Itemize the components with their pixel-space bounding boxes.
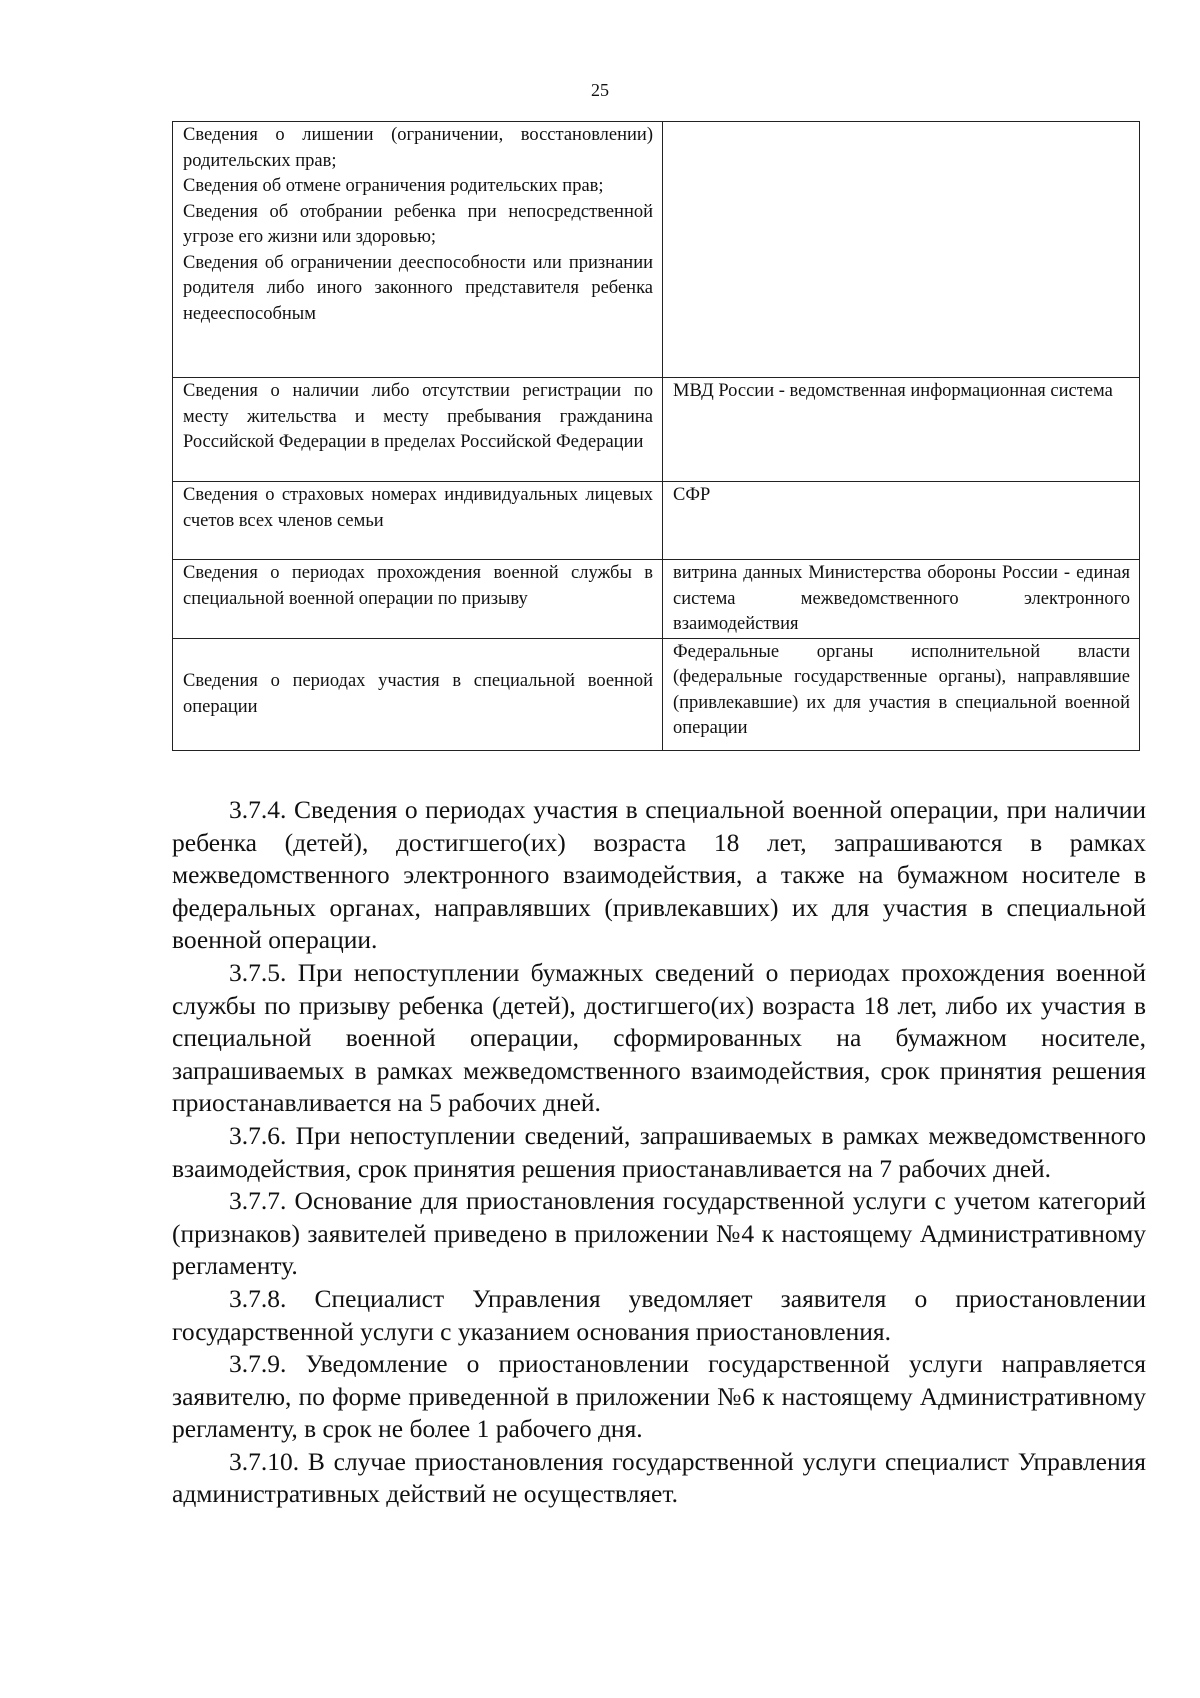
cell-paragraph: Сведения о периодах прохождения военной службы в специальной военной операции по призыву (183, 563, 653, 609)
cell-paragraph: Сведения о лишении (ограничении, восстановлении) родительских прав; (183, 125, 653, 171)
table-row (173, 482, 1140, 560)
data-sources-table (172, 121, 1140, 751)
paragraph-3-7-9: 3.7.9. Уведомление о приостановлении государственной услуги направляется заявителю, по форме приведенной в приложении №6 к настоящему Административному регламенту, в срок не более 1 рабочего дня. (172, 1349, 1146, 1444)
table-cell-info-type (173, 482, 663, 560)
paragraph-3-7-7: 3.7.7. Основание для приостановления государственной услуги с учетом категорий (признаков) заявителей приведено в приложении №4 к настоящему Административному регламенту. (172, 1186, 1146, 1281)
table-row (173, 560, 1140, 639)
cell-paragraph: Сведения о наличии либо отсутствии регистрации по месту жительства и месту пребывания гражданина Российской Федерации в пределах Российской Федерации (183, 381, 653, 452)
paragraph-3-7-4: 3.7.4. Сведения о периодах участия в специальной военной операции, при наличии ребенка (детей), достигшего(их) возраста 18 лет, запрашиваются в рамках межведомственного электронного взаимодействия, а также на бумажном носителе в федеральных органах, направлявших (привлекавших) их для участия в специальной военной операции. (172, 795, 1146, 955)
table-cell-info-type (173, 378, 663, 482)
cell-paragraph: Сведения об ограничении дееспособности или признании родителя либо иного законного представителя ребенка недееспособным (183, 252, 653, 324)
table-cell-info-type (173, 638, 663, 750)
paragraph-3-7-6: 3.7.6. При непоступлении сведений, запрашиваемых в рамках межведомственного взаимодействия, срок принятия решения приостанавливается на 7 рабочих дней. (172, 1120, 1146, 1183)
page-number: 25 (591, 80, 609, 100)
table-row (173, 122, 1140, 378)
table-cell-source: МВД России - ведомственная информационная система (663, 378, 1140, 482)
cell-paragraph: Сведения об отобрании ребенка при непосредственной угрозе его жизни или здоровью; (183, 201, 653, 247)
table-cell-source (663, 122, 1140, 378)
paragraph-3-7-10: 3.7.10. В случае приостановления государственной услуги специалист Управления административных действий не осуществляет. (172, 1446, 1146, 1509)
table-row (173, 638, 1140, 750)
body-text (172, 794, 1146, 1511)
table-cell-source: Федеральные органы исполнительной власти (федеральные государственные органы), направлявшие (привлекавшие) их для участия в специальной военной операции (663, 638, 1140, 750)
table-row (173, 378, 1140, 482)
cell-paragraph: Сведения о страховых номерах индивидуальных лицевых счетов всех членов семьи (183, 485, 653, 531)
table-cell-info-type (173, 560, 663, 639)
paragraph-3-7-5: 3.7.5. При непоступлении бумажных сведений о периодах прохождения военной службы по призыву ребенка (детей), достигшего(их) возраста 18 лет, либо их участия в специальной военной операции, сформированных на бумажном носителе, запрашиваемых в рамках межведомственного взаимодействия, срок принятия решения приостанавливается на 5 рабочих дней. (172, 957, 1146, 1118)
paragraph-3-7-8: 3.7.8. Специалист Управления уведомляет заявителя о приостановлении государственной услуги с указанием основания приостановления. (172, 1283, 1146, 1346)
table-cell-source: витрина данных Министерства обороны России - единая система межведомственного электронного взаимодействия (663, 560, 1140, 639)
table-cell-source: СФР (663, 482, 1140, 560)
table-cell-info-type (173, 122, 663, 378)
cell-paragraph: Сведения о периодах участия в специальной военной операции (183, 671, 653, 717)
cell-paragraph: Сведения об отмене ограничения родительских прав; (183, 176, 604, 196)
